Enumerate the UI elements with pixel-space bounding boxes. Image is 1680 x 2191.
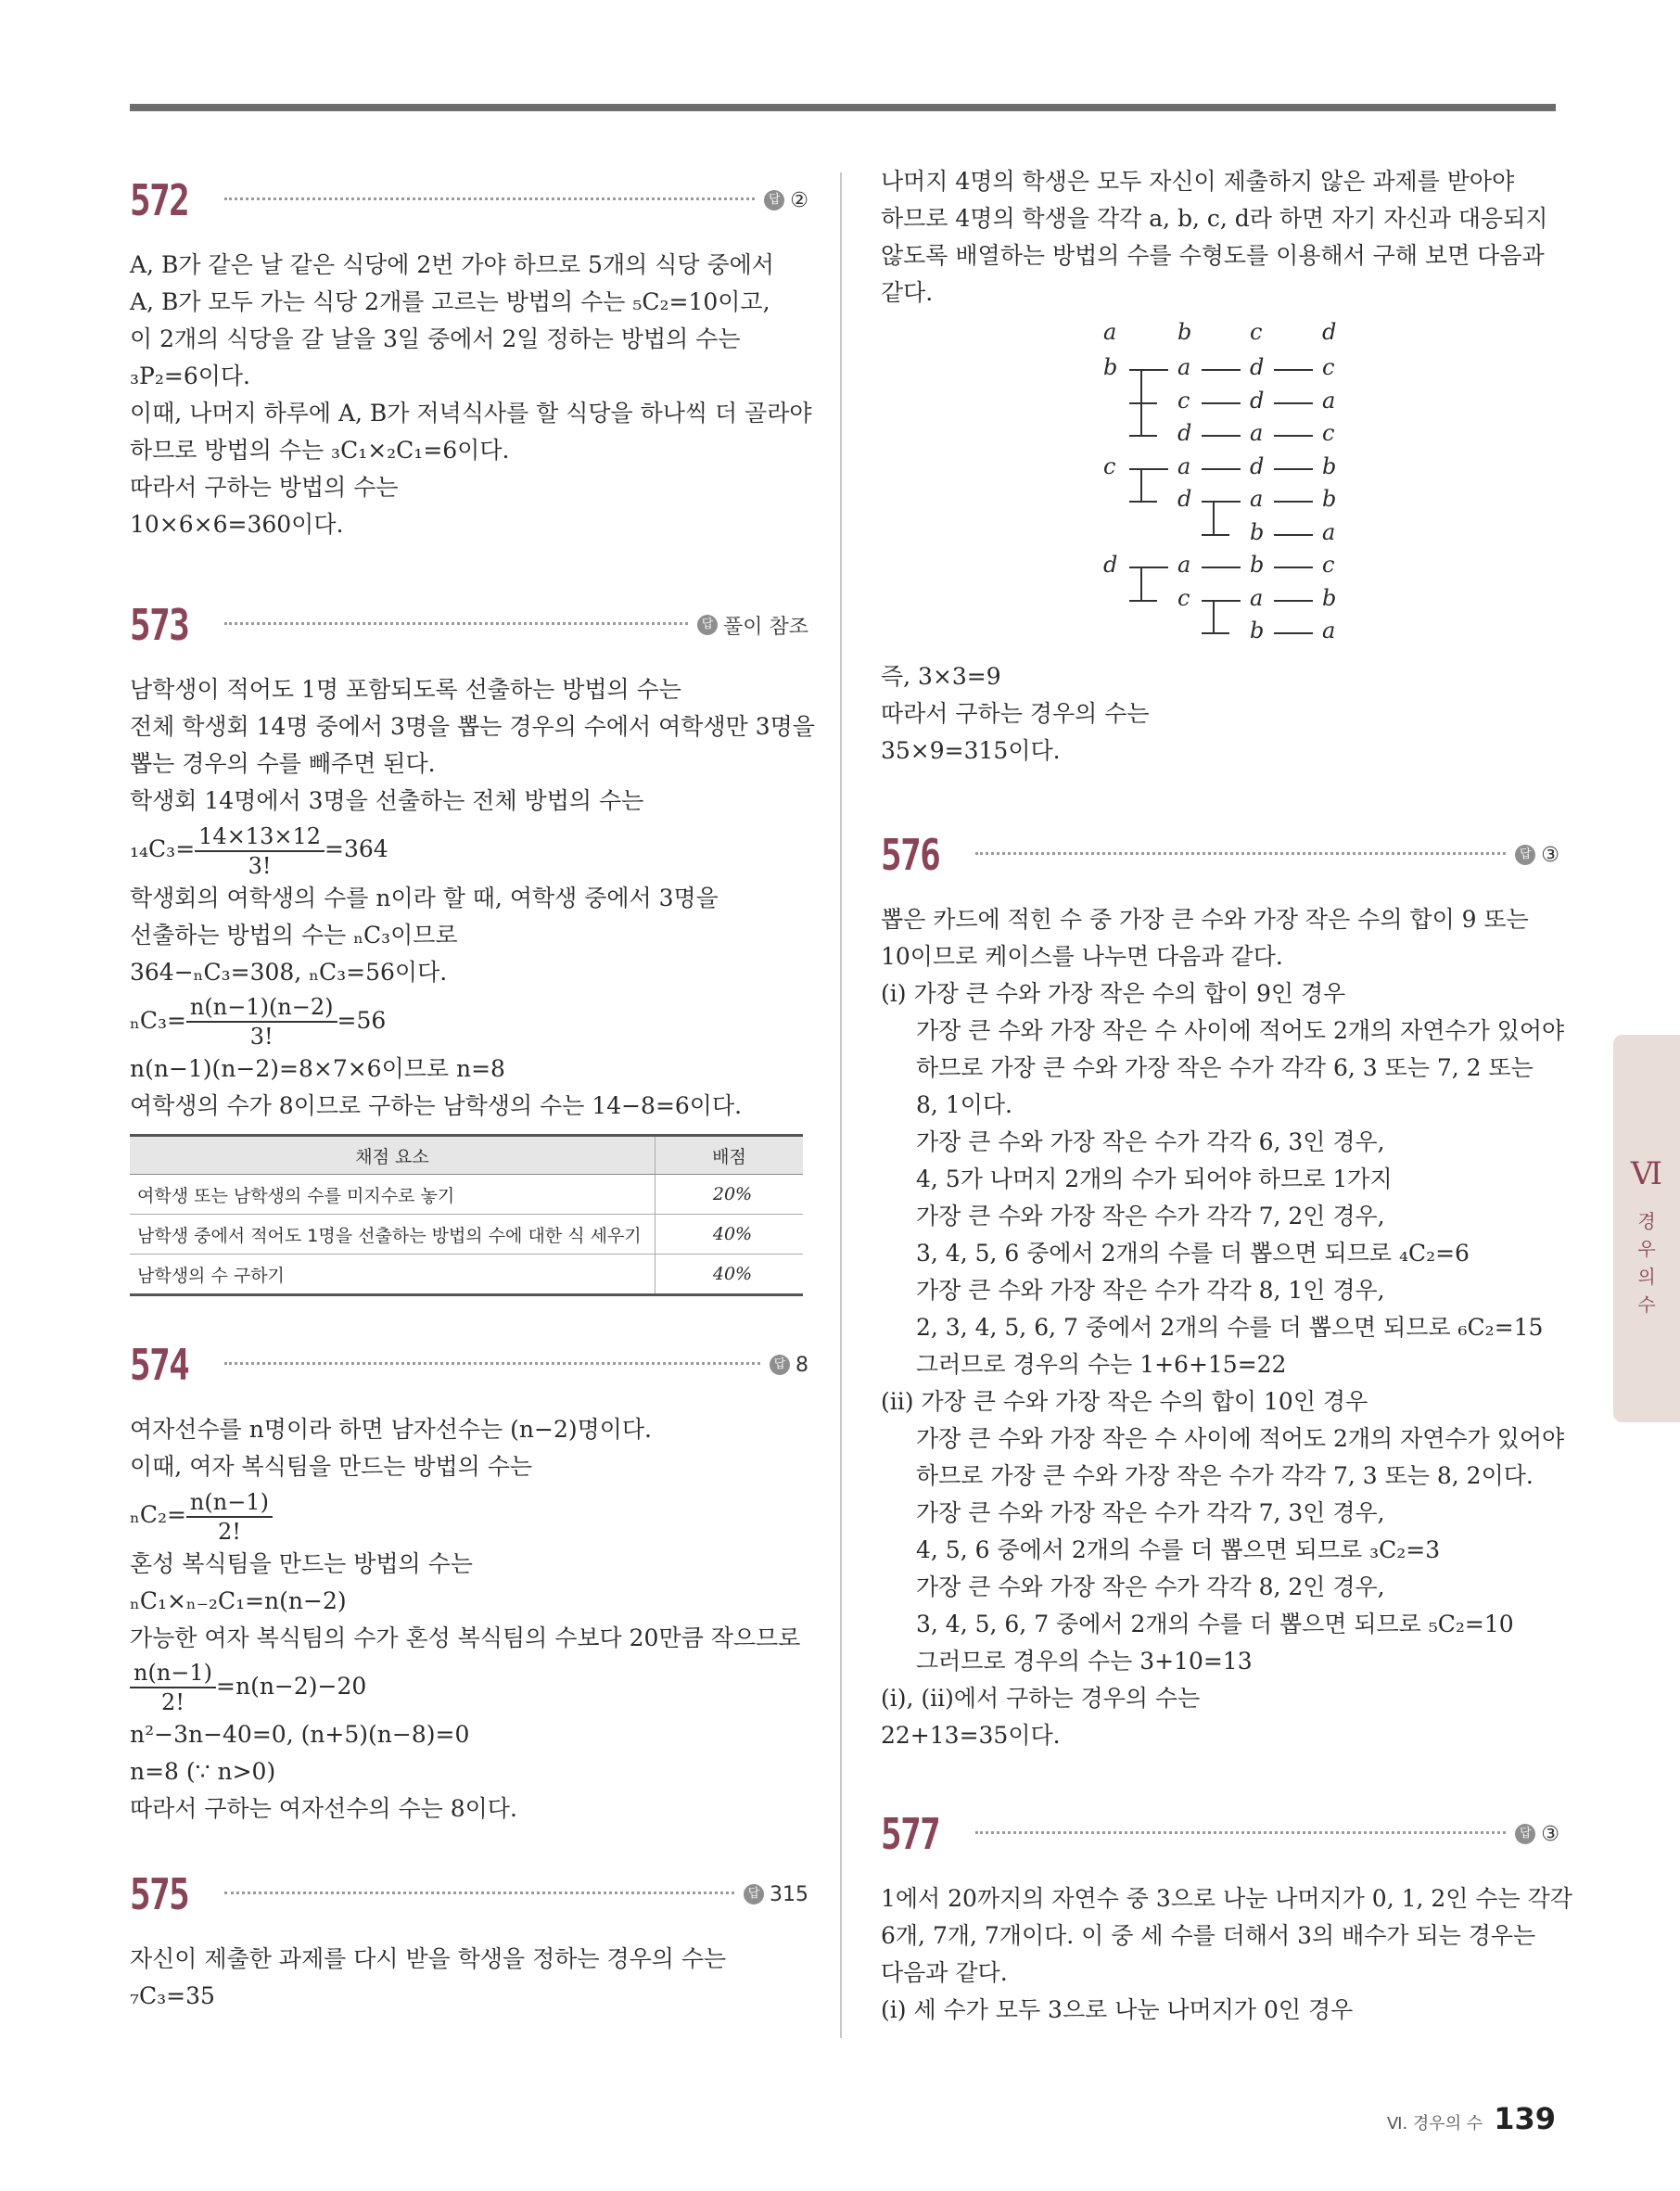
answer-label xyxy=(1515,1823,1559,1846)
dotted-leader xyxy=(975,852,1506,855)
chapter-label: Ⅵ. 경우의 수 xyxy=(1386,2114,1483,2134)
formula-line: $\frac{n(n-1)}{2!}$ =n(n−2)−20 xyxy=(130,1657,808,1717)
dotted-leader xyxy=(224,1362,760,1365)
text-line: 이때, 여자 복식팀을 만드는 방법의 수는 xyxy=(130,1453,533,1480)
text-line: 학생회 14명에서 3명을 선출하는 전체 방법의 수는 xyxy=(130,787,644,814)
tree-node: b xyxy=(1250,552,1265,578)
chapter-vertical-title: 경 우 의 수 xyxy=(1637,1210,1656,1316)
tree-branch-line xyxy=(1274,632,1313,634)
dotted-leader xyxy=(224,1892,734,1894)
text-line: 학생회의 여학생의 수를 n이라 할 때, 여학생 중에서 3명을 xyxy=(130,884,719,911)
tree-branch-line xyxy=(1202,534,1229,536)
scoring-table xyxy=(130,1134,803,1296)
answer-icon: 답 xyxy=(744,1884,764,1904)
tree-branch-line xyxy=(1129,435,1157,437)
tree-node: a xyxy=(1322,518,1336,545)
text-line: 즉, 3×3=9 xyxy=(881,663,1001,690)
problem-573 xyxy=(130,592,815,1296)
problem-header xyxy=(881,822,1559,888)
tree-branch-line xyxy=(1202,435,1241,437)
text-line: (ⅱ) 가장 큰 수와 가장 작은 수의 합이 10인 경우 xyxy=(881,1388,1368,1415)
left-column xyxy=(130,167,815,2015)
problem-576 xyxy=(881,822,1565,1754)
tree-branch-line xyxy=(1274,369,1313,371)
tree-branch-line xyxy=(1202,600,1241,602)
text-line: 나머지 4명의 학생은 모두 자신이 제출하지 않은 과제를 받아야 xyxy=(881,168,1515,195)
text-line: 하므로 4명의 학생을 각각 a, b, c, d라 하면 자기 자신과 대응되지 xyxy=(881,205,1548,232)
text-line: 그러므로 경우의 수는 1+6+15=22 xyxy=(916,1351,1287,1378)
tree-node: a xyxy=(1322,618,1336,643)
problem-575 xyxy=(130,1861,808,2015)
problem-572 xyxy=(130,167,812,543)
formula-line: ₙC₃= $\frac{n(n-1)(n-2)}{3!}$ =56 xyxy=(130,994,387,1050)
solution-text xyxy=(130,247,812,543)
formula-line: ₙC₂= $\frac{n(n-1)}{2!}$ xyxy=(130,1485,808,1546)
text-line: ₙC₁×ₙ₋₂C₁=n(n−2) xyxy=(130,1586,347,1614)
dotted-leader xyxy=(975,1831,1506,1834)
dotted-leader xyxy=(224,622,688,625)
tree-branch-line xyxy=(1129,468,1168,470)
table-header: 채점 요소 xyxy=(130,1136,655,1175)
tree-node: c xyxy=(1322,354,1335,380)
tree-branch-line xyxy=(1202,468,1241,470)
solution-conclusion xyxy=(881,658,1559,770)
text-line: ₇C₃=35 xyxy=(130,1982,215,2009)
formula-line: ₁₄C₃= $\frac{14\times 13\times 12}{3!}$ =364 xyxy=(130,822,388,879)
dotted-leader xyxy=(224,197,755,200)
text-line: 남학생이 적어도 1명 포함되도록 선출하는 방법의 수는 xyxy=(130,676,681,703)
problem-header xyxy=(130,1861,808,1928)
tree-node: a xyxy=(1177,452,1191,479)
tree-node: a xyxy=(1177,354,1191,380)
text-line: 같다. xyxy=(881,279,934,306)
text-line: 뽑은 카드에 적힌 수 중 가장 큰 수와 가장 작은 수의 합이 9 또는 xyxy=(881,906,1529,933)
answer-icon: 답 xyxy=(770,1355,790,1375)
text-line: 4, 5, 6 중에서 2개의 수를 더 뽑으면 되므로 ₃C₂=3 xyxy=(916,1536,1441,1563)
text-line: ₃P₂=6이다. xyxy=(130,363,250,389)
tree-header-label: c xyxy=(1250,319,1263,345)
text-line: 가능한 여자 복식팀의 수가 혼성 복식팀의 수보다 20만큼 작으므로 xyxy=(130,1624,801,1651)
text-line: 3, 4, 5, 6, 7 중에서 2개의 수를 더 뽑으면 되므로 ₅C₂=10 xyxy=(916,1611,1514,1637)
tree-branch-vertical xyxy=(1213,501,1215,534)
tree-branch-line xyxy=(1129,567,1168,568)
tree-node: b xyxy=(1103,354,1118,380)
problem-577 xyxy=(881,1801,1572,2029)
table-row: 여학생 또는 남학생의 수를 미지수로 놓기 20% xyxy=(130,1175,803,1215)
tree-branch-line xyxy=(1202,632,1229,634)
text-line: 364−ₙC₃=308, ₙC₃=56이다. xyxy=(130,958,448,986)
table-row: 남학생의 수 구하기 40% xyxy=(130,1255,803,1295)
text-line: A, B가 같은 날 같은 식당에 2번 가야 하므로 5개의 식당 중에서 xyxy=(130,251,774,278)
text-line: 여자선수를 n명이라 하면 남자선수는 (n−2)명이다. xyxy=(130,1416,652,1443)
text-line: 가장 큰 수와 가장 작은 수 사이에 적어도 2개의 자연수가 있어야 xyxy=(916,1425,1565,1452)
text-line: 가장 큰 수와 가장 작은 수가 각각 8, 1인 경우, xyxy=(916,1277,1385,1304)
text-line: 6개, 7개, 7개이다. 이 중 세 수를 더해서 3의 배수가 되는 경우는 xyxy=(881,1922,1536,1949)
tree-branch-line xyxy=(1274,600,1313,602)
text-line: 뽑는 경우의 수를 빼주면 된다. xyxy=(130,750,436,777)
answer-label xyxy=(764,189,808,212)
solution-text xyxy=(130,1411,808,1828)
problem-number: 575 xyxy=(130,1869,189,1919)
tree-branch-line xyxy=(1274,534,1313,536)
tree-node: d xyxy=(1250,452,1265,479)
tree-node: b xyxy=(1322,584,1337,611)
text-line: 35×9=315이다. xyxy=(881,737,1061,764)
text-line: 그러므로 경우의 수는 3+10=13 xyxy=(916,1648,1253,1675)
chapter-roman: Ⅵ xyxy=(1630,1155,1663,1192)
text-line: n=8 (∵ n>0) xyxy=(130,1758,276,1785)
fraction: $\frac{n(n-1)}{2!}$ xyxy=(130,1659,216,1716)
text-line: 2, 3, 4, 5, 6, 7 중에서 2개의 수를 더 뽑으면 되므로 ₆C₂=15 xyxy=(916,1314,1544,1341)
text-line: 22+13=35이다. xyxy=(881,1722,1061,1749)
solution-text xyxy=(130,671,815,1125)
answer-value: 315 xyxy=(770,1882,808,1906)
tree-node: b xyxy=(1322,452,1337,479)
tree-branch-vertical xyxy=(1140,468,1142,502)
tree-branch-vertical xyxy=(1140,567,1142,600)
text-line: 않도록 배열하는 방법의 수를 수형도를 이용해서 구해 보면 다음과 xyxy=(881,242,1545,269)
text-line: (ⅰ), (ⅱ)에서 구하는 경우의 수는 xyxy=(881,1685,1201,1712)
tree-branch-line xyxy=(1129,501,1157,503)
tree-branch-line xyxy=(1129,402,1157,404)
chapter-side-tab xyxy=(1613,1035,1680,1422)
tree-node: a xyxy=(1250,584,1264,611)
column-divider xyxy=(840,172,842,2038)
text-line: 하므로 가장 큰 수와 가장 작은 수가 각각 7, 3 또는 8, 2이다. xyxy=(916,1462,1534,1489)
solution-text xyxy=(130,1941,808,2015)
text-line: n²−3n−40=0, (n+5)(n−8)=0 xyxy=(130,1721,470,1748)
tree-branch-line xyxy=(1274,402,1313,404)
tree-branch-line xyxy=(1202,501,1241,503)
problem-header xyxy=(130,592,808,658)
text-line: (ⅰ) 세 수가 모두 3으로 나눈 나머지가 0인 경우 xyxy=(881,1996,1354,2023)
answer-value: ③ xyxy=(1541,1822,1559,1846)
problem-header xyxy=(130,1331,808,1398)
table-header: 배점 xyxy=(655,1136,804,1175)
text-line: (ⅰ) 가장 큰 수와 가장 작은 수의 합이 9인 경우 xyxy=(881,980,1346,1007)
text-line: 8, 1이다. xyxy=(916,1091,1012,1118)
tree-node: c xyxy=(1103,452,1116,479)
answer-icon: 답 xyxy=(1515,845,1535,865)
answer-icon: 답 xyxy=(764,190,784,210)
page-number: 139 xyxy=(1494,2101,1556,2136)
table-row: 남학생 중에서 적어도 1명을 선출하는 방법의 수에 대한 식 세우기 40% xyxy=(130,1215,803,1255)
text-line: 하므로 가장 큰 수와 가장 작은 수가 각각 6, 3 또는 7, 2 또는 xyxy=(916,1054,1534,1081)
problem-number: 576 xyxy=(881,830,940,880)
fraction: $\frac{n(n-1)}{2!}$ xyxy=(186,1488,273,1546)
problem-number: 577 xyxy=(881,1809,940,1859)
text-line: 자신이 제출한 과제를 다시 받을 학생을 정하는 경우의 수는 xyxy=(130,1945,727,1972)
tree-node: a xyxy=(1250,486,1264,512)
text-line: 4, 5가 나머지 2개의 수가 되어야 하므로 1가지 xyxy=(916,1166,1393,1192)
problem-number: 573 xyxy=(130,600,189,650)
answer-value: 8 xyxy=(795,1353,808,1377)
tree-node: d xyxy=(1177,420,1192,446)
page-footer xyxy=(1387,2101,1556,2136)
answer-icon: 답 xyxy=(1515,1824,1535,1844)
solution-continuation xyxy=(881,163,1559,312)
fraction: $\frac{n(n-1)(n-2)}{3!}$ xyxy=(186,993,337,1051)
answer-label xyxy=(770,1354,808,1377)
right-column xyxy=(881,163,1572,2029)
text-line: 3, 4, 5, 6 중에서 2개의 수를 더 뽑으면 되므로 ₄C₂=6 xyxy=(916,1240,1470,1267)
text-line: 혼성 복식팀을 만드는 방법의 수는 xyxy=(130,1549,473,1577)
text-line: 하므로 방법의 수는 ₃C₁×₂C₁=6이다. xyxy=(130,437,510,464)
text-line: 가장 큰 수와 가장 작은 수 사이에 적어도 2개의 자연수가 있어야 xyxy=(916,1017,1565,1044)
tree-branch-line xyxy=(1202,402,1241,404)
tree-node: d xyxy=(1103,552,1118,578)
tree-branch-line xyxy=(1129,369,1168,371)
text-line: 따라서 구하는 여자선수의 수는 8이다. xyxy=(130,1795,517,1822)
text-line: 이때, 나머지 하루에 A, B가 저녁식사를 할 식당을 하나씩 더 골라야 xyxy=(130,400,812,427)
text-line: 가장 큰 수와 가장 작은 수가 각각 6, 3인 경우, xyxy=(916,1128,1385,1155)
text-line: A, B가 모두 가는 식당 2개를 고르는 방법의 수는 ₅C₂=10이고, xyxy=(130,288,770,315)
tree-node: c xyxy=(1177,584,1190,611)
tree-node: b xyxy=(1250,518,1265,545)
tree-node: d xyxy=(1250,387,1265,414)
text-line: 여학생의 수가 8이므로 구하는 남학생의 수는 14−8=6이다. xyxy=(130,1092,743,1119)
problem-header xyxy=(130,167,808,234)
tree-node: b xyxy=(1250,618,1265,643)
answer-label xyxy=(744,1883,808,1906)
tree-node: b xyxy=(1322,486,1337,512)
text-line: 가장 큰 수와 가장 작은 수가 각각 7, 2인 경우, xyxy=(916,1203,1385,1229)
tree-node: d xyxy=(1177,486,1192,512)
tree-branch-vertical xyxy=(1140,369,1142,435)
answer-label xyxy=(697,611,808,640)
answer-value: ③ xyxy=(1541,843,1559,867)
problem-header xyxy=(881,1801,1559,1867)
problem-574 xyxy=(130,1331,808,1828)
tree-branch-line xyxy=(1129,600,1157,602)
tree-branch-line xyxy=(1274,501,1313,503)
tree-node: c xyxy=(1177,387,1190,414)
answer-label xyxy=(1515,844,1559,867)
tree-branch-line xyxy=(1202,567,1241,568)
tree-node: c xyxy=(1322,420,1335,446)
tree-branch-line xyxy=(1202,369,1241,371)
top-rule xyxy=(130,104,1556,111)
tree-branch-line xyxy=(1274,567,1313,568)
answer-icon: 답 xyxy=(697,615,718,635)
text-line: 선출하는 방법의 수는 ₙC₃이므로 xyxy=(130,921,458,949)
text-line: 가장 큰 수와 가장 작은 수가 각각 8, 2인 경우, xyxy=(916,1573,1385,1600)
text-line: 가장 큰 수와 가장 작은 수가 각각 7, 3인 경우, xyxy=(916,1499,1385,1526)
solution-text xyxy=(881,901,1565,1754)
text-line: 10×6×6=360이다. xyxy=(130,511,344,538)
fraction: $\frac{14\times 13\times 12}{3!}$ xyxy=(195,822,325,880)
text-line: n(n−1)(n−2)=8×7×6이므로 n=8 xyxy=(130,1055,505,1082)
tree-branch-vertical xyxy=(1213,600,1215,633)
text-line: 따라서 구하는 경우의 수는 xyxy=(881,700,1150,727)
answer-value: 풀이 참조 xyxy=(722,615,808,639)
solution-text xyxy=(881,1880,1572,2029)
answer-value: ② xyxy=(790,188,808,212)
tree-header-label: d xyxy=(1322,319,1337,345)
text-line: 이 2개의 식당을 갈 날을 3일 중에서 2일 정하는 방법의 수는 xyxy=(130,325,741,352)
tree-node: a xyxy=(1250,420,1264,446)
text-line: 1에서 20까지의 자연수 중 3으로 나눈 나머지가 0, 1, 2인 수는 각각 xyxy=(881,1885,1572,1912)
tree-header-label: b xyxy=(1177,319,1192,345)
text-line: 전체 학생회 14명 중에서 3명을 뽑는 경우의 수에서 여학생만 3명을 xyxy=(130,713,815,740)
problem-number: 574 xyxy=(130,1340,189,1390)
text-line: 다음과 같다. xyxy=(881,1959,1008,1986)
tree-branch-line xyxy=(1274,468,1313,470)
text-line: 10이므로 케이스를 나누면 다음과 같다. xyxy=(881,943,1283,970)
tree-node: a xyxy=(1177,552,1191,578)
tree-node: a xyxy=(1322,387,1336,414)
tree-branch-line xyxy=(1274,435,1313,437)
tree-node: d xyxy=(1250,354,1265,380)
problem-number: 572 xyxy=(130,175,189,225)
text-line: 따라서 구하는 방법의 수는 xyxy=(130,474,399,501)
tree-header-label: a xyxy=(1103,319,1117,345)
tree-diagram xyxy=(1103,312,1409,656)
tree-node: c xyxy=(1322,552,1335,578)
